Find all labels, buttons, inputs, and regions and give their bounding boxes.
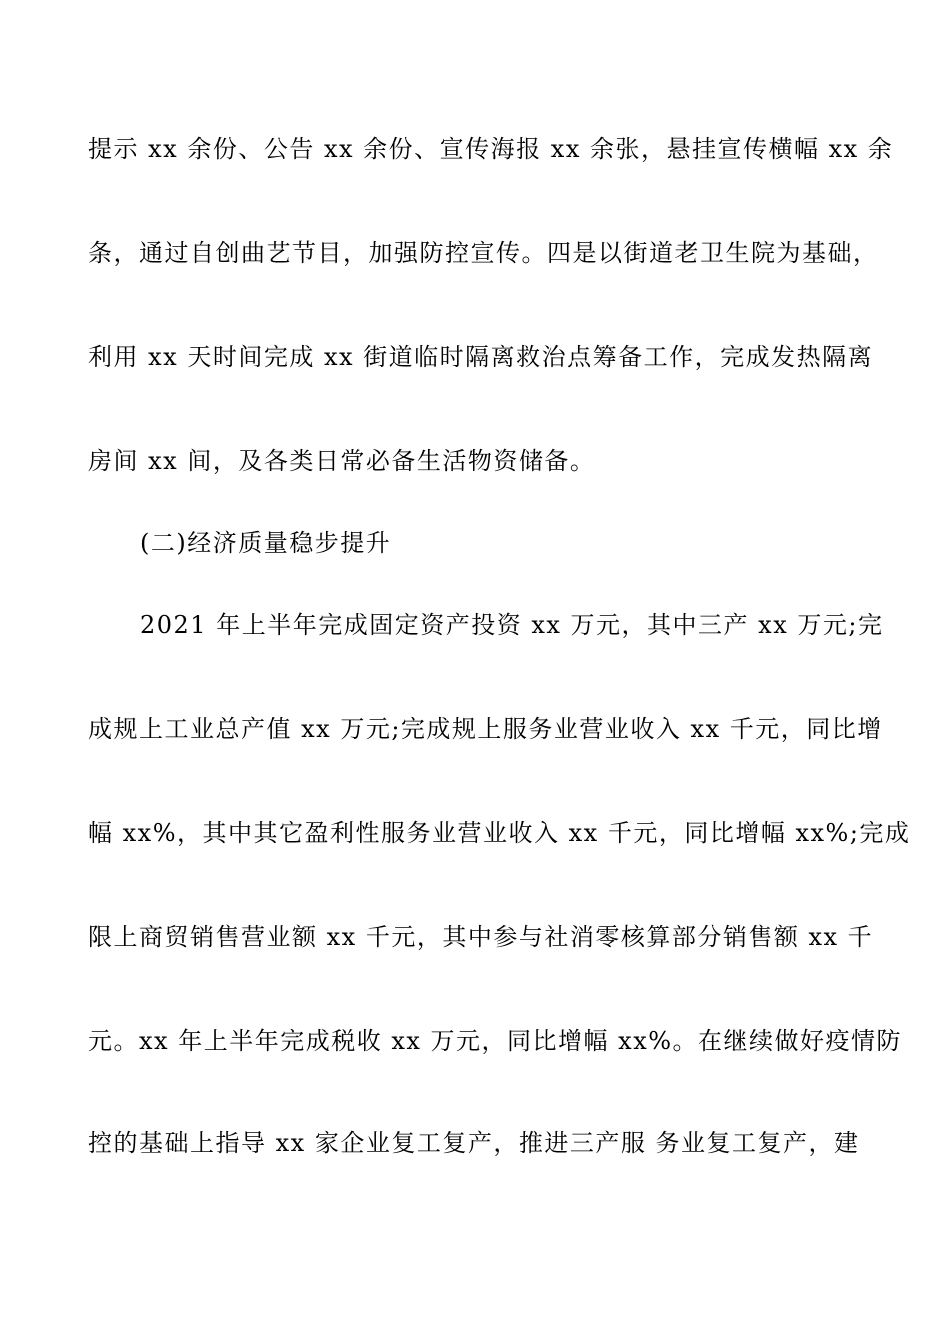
paragraph-line: 元。xx 年上半年完成税收 xx 万元，同比增幅 xx%。在继续做好疫情防 [88, 1027, 903, 1055]
paragraph-line: 2021 年上半年完成固定资产投资 xx 万元，其中三产 xx 万元;完 [140, 611, 884, 639]
paragraph-line: 房间 xx 间，及各类日常必备生活物资储备。 [88, 447, 596, 475]
paragraph-line: 提示 xx 余份、公告 xx 余份、宣传海报 xx 余张，悬挂宣传横幅 xx 余 [88, 135, 894, 163]
paragraph-line: 条，通过自创曲艺节目，加强防控宣传。四是以街道老卫生院为基础， [88, 239, 879, 267]
paragraph-line: 控的基础上指导 xx 家企业复工复产，推进三产服 务业复工复产，建 [88, 1129, 860, 1157]
paragraph-line: 幅 xx%，其中其它盈利性服务业营业收入 xx 千元，同比增幅 xx%;完成 [88, 819, 911, 847]
paragraph-line: 限上商贸销售营业额 xx 千元，其中参与社消零核算部分销售额 xx 千 [88, 923, 874, 951]
paragraph-line: 利用 xx 天时间完成 xx 街道临时隔离救治点筹备工作，完成发热隔离 [88, 343, 874, 371]
paragraph-line: 成规上工业总产值 xx 万元;完成规上服务业营业收入 xx 千元，同比增 [88, 715, 883, 743]
section-heading: (二)经济质量稳步提升 [140, 529, 392, 557]
